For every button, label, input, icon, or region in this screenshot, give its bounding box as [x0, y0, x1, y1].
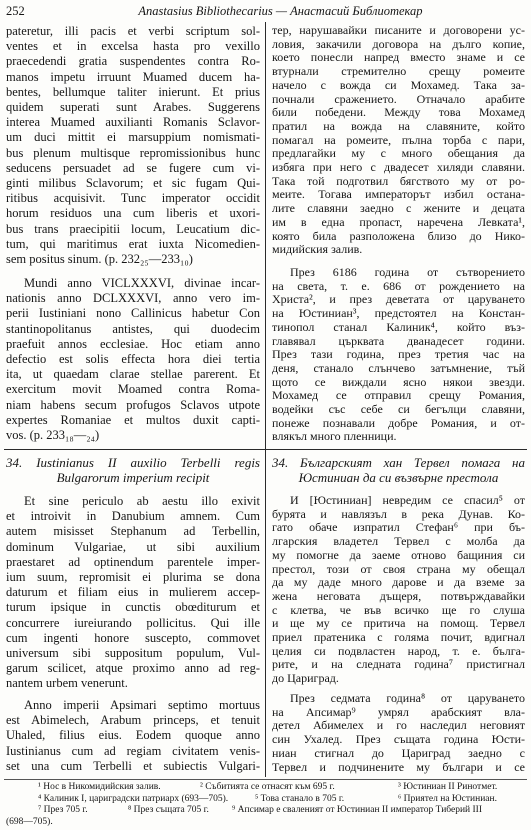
- latin-line: Et sine periculo ab aestu illo exivit: [24, 494, 260, 508]
- bulgarian-heading-line: 34. Българският хан Тервел помага на: [272, 455, 525, 470]
- column-divider: [265, 22, 266, 777]
- latin-line: Uhaled, filius eius. Eodem quoque anno: [6, 728, 260, 743]
- latin-line: garum scilicet, atque proximo anno ad reg-: [6, 661, 260, 676]
- bulgarian-section-heading: [272, 455, 525, 485]
- bulgarian-line: мидийския залив.: [272, 242, 363, 257]
- latin-line: expertes Romaniae et multos duxit capti-: [6, 412, 260, 427]
- latin-line: tum, qui maritimus erat iuxta Nicomedien-: [6, 236, 260, 251]
- latin-line: niam habens secum profugos Sclavos utpote: [6, 397, 260, 412]
- footnote-line: [0, 817, 531, 829]
- footnote-line: [0, 805, 531, 817]
- latin-line: um duci mittit ei marsuppium nomismati-: [6, 130, 260, 145]
- footnote: ³ Юстиниан II Ринотмет.: [398, 782, 498, 792]
- latin-line: universum sibi suppositum populum, Vul-: [6, 646, 260, 661]
- bulgarian-line: жена неговата дъщеря, потвърждавайки: [272, 588, 525, 603]
- latin-line: bus plenum multisque repromissionibus hunc: [6, 145, 260, 160]
- bulgarian-passage-1: [272, 24, 525, 257]
- latin-line: defectio est solis effecta hora diei tertia: [6, 352, 260, 367]
- latin-heading-line: 34. Iustinianus II auxilio Terbelli regis: [6, 455, 260, 470]
- bulgarian-section-34-paragraph-1: [272, 494, 525, 686]
- latin-line: daturum et filiam eius in mulierem accep-: [6, 585, 260, 600]
- latin-line: praecedendi gratia suspendentes contra Ro-: [6, 54, 260, 69]
- latin-section-heading: [6, 455, 260, 485]
- latin-line: ritibus acquisivit. Tunc imperator occidit: [6, 191, 260, 206]
- bulgarian-line: главявал църквата дванадесет години.: [272, 333, 525, 348]
- bulgarian-line: През тази година, през третия час на: [272, 347, 525, 362]
- bulgarian-line: лгарския владетел Тервел с молба да: [272, 534, 525, 549]
- bulgarian-line: предлагайки му с много обещания да: [272, 146, 525, 161]
- footnote: ⁵ Това станало в 705 г.: [255, 793, 345, 804]
- footnote: ⁸ През същата 705 г.: [128, 805, 209, 815]
- latin-line: seducens persuadet ad se fugere cum vi-: [6, 160, 260, 175]
- bulgarian-line: почнали сражението. Отначало арабите: [272, 91, 525, 106]
- bulgarian-line: гато обаче изпратил Стефан⁶ при бъ-: [272, 520, 525, 535]
- bulgarian-line: били победени. Между това Мохамед: [272, 105, 525, 120]
- bulgarian-line: да му даде много дарове и да вземе за: [272, 575, 525, 590]
- bulgarian-line: Христа², и през деветата от царуването: [272, 292, 525, 307]
- bulgarian-line: приел пратеника с голяма почит, вдигнал: [272, 630, 525, 645]
- latin-passage-2: [6, 276, 260, 443]
- latin-line: ventes et in excelsa hasta pro vexillo: [6, 39, 260, 54]
- latin-line: praefuit annos ecclesiae. Hoc etiam anno: [6, 336, 260, 351]
- latin-heading-line: Bulgarorum imperium recipit: [56, 470, 210, 485]
- bulgarian-line: рите, и на следната година⁷ пристигнал: [272, 657, 525, 672]
- latin-line: Anno imperii Apsimari septimo mortuus: [24, 698, 260, 712]
- bulgarian-line: на Юстиниан³, предстоятел на Констан-: [272, 306, 525, 321]
- bulgarian-line: През седмата година⁸ от царуването: [290, 691, 525, 705]
- bulgarian-line: и ще му се притича на помощ. Тервел: [272, 616, 525, 631]
- bulgarian-line: на Апсимар⁹ умрял арабският вла-: [272, 704, 525, 719]
- latin-line: cum ingenti honore suscepto, commovet: [6, 630, 260, 645]
- bulgarian-section-34-paragraph-2: [272, 692, 525, 774]
- bulgarian-line: меите. Тогава императорът избил остана-: [272, 187, 525, 202]
- latin-line: turum ipsique in cunctis obœditurum et: [6, 600, 260, 615]
- latin-line: Mundi anno VICLXXXVI, divinae incar-: [24, 276, 260, 290]
- latin-line: exercitum movit Moamed contra Roma-: [6, 382, 260, 397]
- bulgarian-line: Тервел и подчинените му българи и се: [272, 759, 525, 774]
- bulgarian-line: избяга при него с двадесет хиляди славяни.: [272, 160, 525, 175]
- footnote: ⁹ Апсимар е сваленият от Юстиниан II император Тиберий III: [232, 805, 483, 815]
- latin-line: ginti milibus Sclavorum; et sic fugam Qui-: [6, 176, 260, 191]
- latin-line: horum residuos una cum liberis et uxori-: [6, 206, 260, 221]
- bulgarian-line: бурята и навлязъл в река Дунав. Ко-: [272, 506, 525, 521]
- bulgarian-line: И [Юстиниан] невредим се спасил⁵ от: [290, 493, 525, 507]
- latin-line: est Abimelech, Arabum princeps, et tenuit: [6, 713, 260, 728]
- bulgarian-line: пратил на вожда на славяните, който: [272, 118, 525, 133]
- latin-line: ium suum, repromisit ei plurima se dona: [6, 570, 260, 585]
- bulgarian-line: начело с вожда си Мохамед. Така за-: [272, 77, 525, 92]
- latin-line: dominum Vulgariae, ut sibi auxilium: [6, 539, 260, 554]
- bulgarian-line: През 6186 година от сътворението: [290, 265, 525, 279]
- latin-line: bus trans praecipitii locum, Leucatium dic-: [6, 221, 260, 236]
- latin-line: nationis anno DCLXXXVI, anno vero im-: [6, 291, 260, 306]
- bulgarian-heading-line: Юстиниан да си възвърне престола: [298, 470, 499, 485]
- latin-line: nantem urbem venerunt.: [6, 676, 128, 691]
- latin-line: set una cum Terbelli et subiectis Vulgari-: [6, 758, 260, 773]
- latin-line: praestaret ad optinendum parentele imper-: [6, 554, 260, 569]
- latin-section-34-paragraph-2: [6, 698, 260, 774]
- running-header: [0, 2, 531, 20]
- latin-line: vos. (p. 233₁₈—₂₄): [6, 428, 100, 443]
- bulgarian-line: помагал на ромеите, пълна торба с пари,: [272, 132, 525, 147]
- bulgarian-line: деня, станало слънчево затъмнение, тъй: [272, 360, 525, 375]
- latin-line: et introivit in Danubium amnem. Cum: [6, 509, 260, 524]
- footnote-line: [0, 782, 531, 794]
- bulgarian-line: тер, нарушавайки писаните и договорени ус-: [272, 23, 525, 37]
- footnote: ⁷ През 705 г.: [38, 805, 88, 815]
- bulgarian-line: целия си подвластен народ, т. е. бълга-: [272, 643, 525, 658]
- bulgarian-line: син Ухалед. През същата година Юсти-: [272, 732, 525, 747]
- bulgarian-line: Мохамед се отправил срещу Романия,: [272, 388, 525, 403]
- bulgarian-line: до Цариград.: [272, 671, 339, 686]
- bulgarian-line: с клетва, че във всичко ще го слуша: [272, 602, 525, 617]
- bulgarian-line: им в една пропаст, наречена Левката¹,: [272, 214, 525, 229]
- bulgarian-line: му помогне да заеме отново бащиния си: [272, 547, 525, 562]
- latin-line: manos impetu irruunt Muamed ducem ha-: [6, 69, 260, 84]
- page-number: 252: [6, 4, 25, 18]
- running-title: Anastasius Bibliothecarius — Анастасий Библиотекар: [138, 4, 423, 18]
- bulgarian-line: ловия, закачили договора на дълго копие,: [272, 36, 525, 51]
- bulgarian-line: понеже познавали добре Романия, и от-: [272, 415, 525, 430]
- latin-section-34-paragraph-1: [6, 494, 260, 692]
- latin-line: quidem superati sunt Arabes. Suggerens: [6, 100, 260, 115]
- latin-passage-1: [6, 24, 260, 267]
- bulgarian-line: което понесли напред вместо знаме и се: [272, 50, 525, 65]
- latin-line: stantinopolitanus antistes, qui duodecim: [6, 321, 260, 336]
- latin-line: bentes, bellumque taliter inierunt. Et prius: [6, 84, 260, 99]
- bulgarian-line: щото се виждали ясно някои звезди.: [272, 374, 525, 389]
- latin-line: perii Iustiniani nono Callinicus habetur Con: [6, 306, 260, 321]
- footnote: ¹ Нос в Никомидийския залив.: [38, 782, 161, 792]
- bulgarian-line: влякъл много пленници.: [272, 429, 397, 444]
- footnote-line: [0, 794, 531, 806]
- bulgarian-line: Така той подготвил бягството му от ро-: [272, 173, 525, 188]
- bulgarian-line: втурнали стремително срещу ромеите: [272, 64, 525, 79]
- bulgarian-line: на света, т. е. 686 от рождението на: [272, 278, 525, 293]
- bulgarian-line: престол, този от своя страна му обещал: [272, 561, 525, 576]
- latin-line: pateretur, illi pacis et verbi scriptum sol-: [6, 24, 260, 38]
- latin-line: autem misisset Stephanum ad Terbellin,: [6, 524, 260, 539]
- footnote: (698—705).: [6, 816, 53, 827]
- footnote: ⁴ Калиник I, цариградски патриарх (693—705).: [38, 793, 229, 804]
- bulgarian-line: която била разположена близо до Нико-: [272, 228, 525, 243]
- bulgarian-line: водейки със себе си бегълци славяни,: [272, 402, 525, 417]
- bulgarian-line: ниан стигнал до Цариград заедно с: [272, 745, 525, 760]
- latin-line: concurrere iureiurando pollicitus. Qui ille: [6, 615, 260, 630]
- bulgarian-line: детел Абимелех и го наследил неговият: [272, 718, 525, 733]
- latin-line: Iustinianus cum ad regiam civitatem venis-: [6, 743, 260, 758]
- footnote-rule: [4, 779, 527, 780]
- footnote: ² Събитията се отнасят към 695 г.: [200, 782, 335, 792]
- bulgarian-line: тинопол станал Калиник⁴, който въз-: [272, 319, 525, 334]
- latin-line: sem positus sinum. (p. 232₂₅—233₁₀): [6, 252, 193, 267]
- bulgarian-line: лите славяни заедно с жените и децата: [272, 201, 525, 216]
- bulgarian-passage-2: [272, 266, 525, 444]
- latin-line: interea Muamed auxilianti Romanis Sclavor-: [6, 115, 260, 130]
- latin-line: ita, ut quaedam clarae stellae parerent. Et: [6, 367, 260, 382]
- section-divider: [4, 449, 527, 450]
- footnote: ⁶ Приятел на Юстиниан.: [398, 793, 497, 804]
